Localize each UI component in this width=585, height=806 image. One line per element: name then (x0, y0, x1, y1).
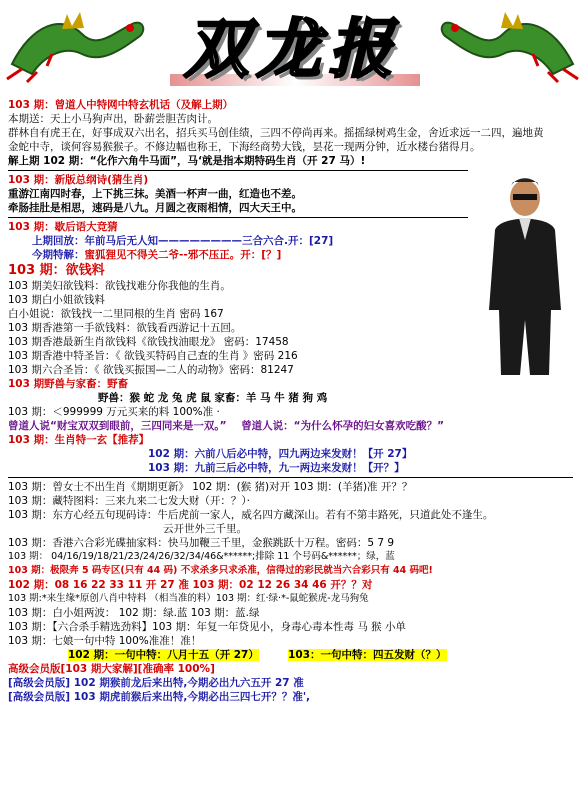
divider (8, 170, 468, 171)
list-item: 103 期：【六合杀手精选劲料】103 期：年复一年贷见小，身毒心毒本性毒 马 猴 小单 (8, 621, 407, 633)
review-label: 上期回放： (32, 235, 85, 247)
section4-heading: 103 期：欲钱料 (8, 263, 105, 278)
divider (8, 477, 573, 478)
saying2: 曾道人说：“为什么怀孕的妇女喜欢吃酸？” (241, 420, 444, 432)
list-item: 103 期：曾女士不出生肖《期期更新》 102 期：(猴 猪)对开 103 期：(羊猪)准 开？？ (8, 481, 413, 493)
saying1: 曾道人说“财宝双双到眼前，三四同来是一双。” (8, 420, 227, 432)
divider (8, 217, 468, 218)
list-item: 103 期： 04/16/19/18/21/23/24/26/32/34/46&******;排除 11 个号码&******；绿，蓝 (8, 551, 395, 562)
list-item: 103 期:*来生缘*原创八肖中特料 （相当准的料）103 期：红·绿·*-鼠蛇猴虎-龙马狗兔 (8, 593, 369, 604)
list-item: 103 期：东方心经五句现码诗：牛后虎前一家人，威名四方藏深山。若有不第丰路死，只道此处不逢生。 (8, 509, 494, 521)
vip-line2: [高级会员版] 103 期虎前猴后来出特,今期必出三四七开？？准', (8, 691, 311, 703)
dragon-left-icon (2, 4, 152, 84)
vip-line1: [高级会员版] 102 期猴前龙后来出特,今期必出九六五开 27 准 (8, 677, 304, 689)
section3-heading: 103 期：歇后语大竞猜 (8, 221, 118, 233)
section1-line: 本期送：天上小马狗声出，卧薪尝胆苦肉计。 (8, 113, 218, 125)
section1-paragraph: 群林自有虎王在，好事成双六出名，招兵买马创佳绩，三四不停尚再来。摇摇绿树鸡生金，舍近求远一二四，遍地黄金蛇中寺，谈何容易猴猴子。不修边幅也称王，下海经商势大钱，昙花一现两分钟，近水楼台猪得月。 (8, 127, 544, 153)
header (0, 0, 585, 100)
pick-103: 103 期：九前三后必中特，九一两边来发财！【开？】 (148, 462, 405, 474)
list-item: 103 期：极限奔 5 码专区(只有 44 码) 不求杀多只求杀准，信得过的彩民就当六合彩只有 44 码吧! (8, 565, 433, 576)
list-item: 102 期：08 16 22 33 11 开 27 准 103 期：02 12 26 34 46 开？？对 (8, 579, 373, 591)
dragon-right-icon (433, 4, 583, 84)
vip-heading: 高级会员版[103 期大家解][准确率 100%] (8, 663, 215, 675)
section2-line1: 重游江南四时春，上下挑三抹。美酒一杯声一曲，红造也不差。 (8, 188, 302, 200)
main-content (8, 98, 578, 704)
page-title: 双龙报 (184, 12, 401, 87)
section2-heading: 103 期：新版总纲诗(猜生肖) (8, 174, 149, 186)
list-item: 云开世外三千里。 (163, 523, 247, 535)
list-item: 白小姐说：欲钱找一二里同根的生肖 密码 167 (8, 308, 224, 320)
oneword-103: 103：一句中特：四五发财（？） (288, 649, 447, 661)
today-text: 蜜狐狸见不得关二爷--邪不压正。开：[？] (84, 249, 282, 261)
list-item: 103 期：白小姐两波： 102 期：绿.蓝 103 期：蓝.绿 (8, 607, 260, 619)
list-item: 103 期白小姐欲钱料 (8, 294, 105, 306)
review-text: 年前马后无人知————————三合六合.开：[27] (84, 235, 334, 247)
list-item: 103 期香港最新生肖欲钱料《欲钱找油眼龙》 密码：17458 (8, 336, 289, 348)
section6-heading: 103 期：生肖特一玄【推荐】 (8, 434, 150, 446)
money-line: 103 期：＜999999 万元买来的料 100%准 · (8, 406, 220, 418)
list-item: 103 期：七娘一句中特 100%准准！准！ (8, 635, 202, 647)
list-item: 103 期香港第一手欲钱料：欲钱看西游记十五回。 (8, 322, 242, 334)
list-item: 103 期香港中特圣旨：《 欲钱买特码自己查的生肖 》密码 216 (8, 350, 298, 362)
section1-heading: 103 期：曾道人中特网中特玄机话（及解上期） (8, 99, 234, 111)
list-item: 103 期美妇欲钱料：欲钱找难分你我他的生肖。 (8, 280, 231, 292)
section2-line2: 牵肠挂肚是相思，速码是八九。月圆之夜雨相情，四大天王中。 (8, 202, 302, 214)
list-item: 103 期：藏特图料：三来九来二七发大财（开：？）· (8, 495, 250, 507)
pick-102: 102 期：六前八后必中特，四九两边来发财！【开 27】 (148, 448, 413, 460)
list-item: 103 期：香港六合彩光碟抽家料：快马加鞭三千里，金猴跳跃十万程。密码：5 7 9 (8, 537, 395, 549)
today-label: 今期特解： (32, 249, 85, 261)
list-item: 103 期六合圣旨：《 欲钱买振国—二人的动物》密码：81247 (8, 364, 294, 376)
section1-solve: 解上期 102 期：“化作六角牛马面”，马‘就是指本期特码生肖（开 27 马）! (8, 155, 366, 167)
section5-heading: 野兽与家畜：野畜 (44, 378, 129, 390)
oneword-102: 102 期：一句中特：八月十五（开 27） (68, 649, 259, 661)
section5-prefix: 103 期 (8, 378, 45, 390)
animal-groups: 野兽：猴 蛇 龙 兔 虎 鼠 家畜：羊 马 牛 猪 狗 鸡 (98, 392, 328, 404)
